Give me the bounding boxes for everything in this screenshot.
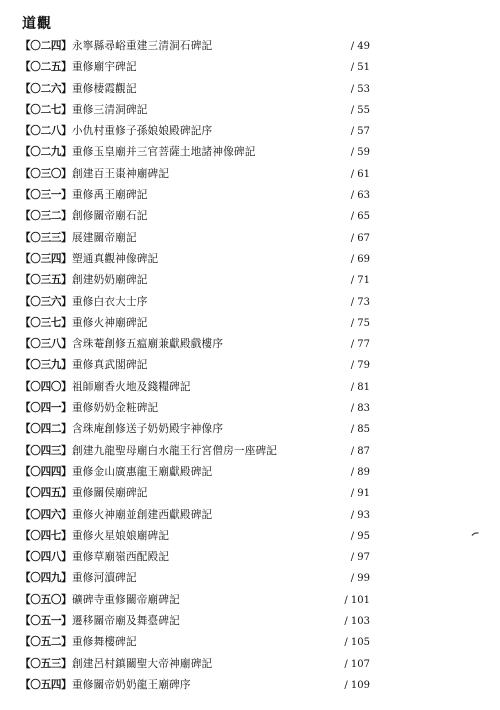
- entry-page-number: / 61: [350, 168, 370, 180]
- entry-title: 重修金山廣惠龍王廟獻殿碑記: [72, 465, 213, 478]
- entry-number: 【〇三七】: [20, 316, 72, 329]
- toc-entry[interactable]: [20, 313, 380, 334]
- entry-title: 重修白衣大士序: [72, 295, 148, 308]
- entry-page-number: / 67: [350, 232, 370, 244]
- toc-entry[interactable]: [20, 142, 380, 163]
- entry-number: 【〇三六】: [20, 295, 72, 308]
- toc-entry[interactable]: [20, 79, 380, 100]
- toc-entry[interactable]: [20, 568, 380, 589]
- entry-number: 【〇三五】: [20, 274, 72, 287]
- toc-entry[interactable]: [20, 675, 380, 696]
- entry-page-number: / 87: [350, 445, 370, 457]
- entry-page-number: / 65: [350, 211, 370, 223]
- toc-entry[interactable]: [20, 547, 380, 568]
- entry-page-number: / 59: [350, 147, 370, 159]
- toc-entry[interactable]: [20, 249, 380, 270]
- entry-title: 重修棲霞觀記: [72, 82, 137, 95]
- toc-entry[interactable]: [20, 164, 380, 185]
- entry-number: 【〇三四】: [20, 252, 72, 265]
- entry-title: 含珠庵創修送子奶奶殿宇神像序: [72, 423, 224, 436]
- entry-page-number: / 93: [350, 509, 370, 521]
- entry-number: 【〇四三】: [20, 444, 72, 457]
- section-title: 道觀: [22, 16, 52, 32]
- stray-mark-icon: [471, 532, 479, 536]
- entry-page-number: / 91: [350, 488, 370, 500]
- entry-page-number: / 71: [350, 275, 370, 287]
- entry-number: 【〇五一】: [20, 615, 72, 628]
- entry-page-number: / 107: [344, 658, 370, 670]
- entry-page-number: / 75: [350, 317, 370, 329]
- toc-entry[interactable]: [20, 57, 380, 78]
- toc-entry[interactable]: [20, 270, 380, 291]
- entry-title: 塑通真觀神像碑記: [72, 252, 159, 265]
- entry-title: 創建奶奶廟碑記: [72, 274, 148, 287]
- entry-number: 【〇三九】: [20, 359, 72, 372]
- entry-number: 【〇三一】: [20, 189, 72, 202]
- entry-page-number: / 73: [350, 296, 370, 308]
- entry-page-number: / 85: [350, 424, 370, 436]
- entry-number: 【〇四二】: [20, 423, 72, 436]
- toc-entry[interactable]: [20, 462, 380, 483]
- entry-number: 【〇三二】: [20, 210, 72, 223]
- entry-number: 【〇四〇】: [20, 380, 72, 393]
- toc-entry[interactable]: [20, 441, 380, 462]
- entry-title: 遷移關帝廟及舞臺碑記: [72, 615, 180, 628]
- toc-entry[interactable]: [20, 292, 380, 313]
- entry-page-number: / 109: [344, 679, 370, 691]
- table-of-contents: [20, 36, 380, 696]
- entry-title: 重修火星娘娘廟碑記: [72, 529, 170, 542]
- entry-title: 重修火神廟碑記: [72, 316, 148, 329]
- toc-entry[interactable]: [20, 334, 380, 355]
- entry-number: 【〇二九】: [20, 146, 72, 159]
- toc-entry[interactable]: [20, 590, 380, 611]
- entry-page-number: / 99: [350, 573, 370, 585]
- entry-title: 重修奶奶金粧碑記: [72, 402, 159, 415]
- entry-number: 【〇五〇】: [20, 593, 72, 606]
- toc-entry[interactable]: [20, 398, 380, 419]
- toc-entry[interactable]: [20, 526, 380, 547]
- toc-entry[interactable]: [20, 654, 380, 675]
- entry-page-number: / 83: [350, 403, 370, 415]
- entry-title: 創建九龍聖母廟白水龍王行宮僧房一座碑記: [72, 444, 278, 457]
- entry-title: 重修草廟嶺西配殿記: [72, 551, 170, 564]
- toc-entry[interactable]: [20, 185, 380, 206]
- entry-page-number: / 53: [350, 83, 370, 95]
- entry-number: 【〇三八】: [20, 338, 72, 351]
- entry-title: 重修火神廟並創建西獻殿碑記: [72, 508, 213, 521]
- entry-title: 小仇村重修子孫娘娘殿碑記序: [72, 125, 213, 138]
- entry-title: 創建百王棗神廟碑記: [72, 167, 170, 180]
- entry-page-number: / 57: [350, 126, 370, 138]
- entry-title: 重修舞樓碑記: [72, 636, 137, 649]
- entry-title: 重修真武閣碑記: [72, 359, 148, 372]
- entry-title: 創建呂村鎮關聖大帝神廟碑記: [72, 657, 213, 670]
- entry-title: 創修關帝廟石記: [72, 210, 148, 223]
- toc-entry[interactable]: [20, 121, 380, 142]
- entry-page-number: / 79: [350, 360, 370, 372]
- toc-entry[interactable]: [20, 505, 380, 526]
- entry-page-number: / 49: [350, 41, 370, 52]
- entry-title: 重修三清洞碑記: [72, 103, 148, 116]
- entry-page-number: / 81: [350, 381, 370, 393]
- toc-entry[interactable]: [20, 100, 380, 121]
- entry-number: 【〇二六】: [20, 82, 72, 95]
- entry-number: 【〇四六】: [20, 508, 72, 521]
- entry-number: 【〇五二】: [20, 636, 72, 649]
- entry-title: 重修關帝奶奶龍王廟碑序: [72, 678, 191, 691]
- entry-number: 【〇四九】: [20, 572, 72, 585]
- entry-number: 【〇四四】: [20, 465, 72, 478]
- entry-number: 【〇四五】: [20, 487, 72, 500]
- entry-page-number: / 97: [350, 552, 370, 564]
- entry-number: 【〇二八】: [20, 125, 72, 138]
- entry-page-number: / 77: [350, 339, 370, 351]
- toc-entry[interactable]: [20, 36, 380, 57]
- toc-entry[interactable]: [20, 419, 380, 440]
- entry-page-number: / 95: [350, 530, 370, 542]
- entry-number: 【〇四一】: [20, 402, 72, 415]
- entry-title: 重修廟宇碑記: [72, 61, 137, 74]
- toc-entry[interactable]: [20, 611, 380, 632]
- entry-title: 重修河瀆碑記: [72, 572, 137, 585]
- toc-entry[interactable]: [20, 377, 380, 398]
- entry-title: 永寧縣尋峪重建三清洞石碑記: [72, 40, 213, 52]
- entry-title: 重修玉皇廟并三官菩薩土地諸神像碑記: [72, 146, 256, 159]
- entry-page-number: / 101: [344, 594, 370, 606]
- toc-entry[interactable]: [20, 483, 380, 504]
- entry-title: 含珠菴創修五瘟廟兼獻殿戲樓序: [72, 338, 224, 351]
- toc-entry[interactable]: [20, 228, 380, 249]
- entry-number: 【〇四八】: [20, 551, 72, 564]
- entry-title: 祖師廟香火地及錢糧碑記: [72, 380, 191, 393]
- entry-number: 【〇二四】: [20, 40, 72, 52]
- entry-page-number: / 69: [350, 253, 370, 265]
- entry-title: 礦碑寺重修關帝廟碑記: [72, 593, 180, 606]
- entry-page-number: / 89: [350, 466, 370, 478]
- entry-number: 【〇三〇】: [20, 167, 72, 180]
- entry-title: 重修關侯廟碑記: [72, 487, 148, 500]
- entry-title: 展建關帝廟記: [72, 231, 137, 244]
- entry-page-number: / 55: [350, 104, 370, 116]
- entry-page-number: / 103: [344, 616, 370, 628]
- entry-page-number: / 105: [344, 637, 370, 649]
- entry-page-number: / 51: [350, 62, 370, 74]
- entry-number: 【〇二七】: [20, 103, 72, 116]
- toc-entry[interactable]: [20, 206, 380, 227]
- entry-page-number: / 63: [350, 190, 370, 202]
- entry-number: 【〇五四】: [20, 678, 72, 691]
- entry-number: 【〇二五】: [20, 61, 72, 74]
- entry-title: 重修禹王廟碑記: [72, 189, 148, 202]
- entry-number: 【〇四七】: [20, 529, 72, 542]
- entry-number: 【〇五三】: [20, 657, 72, 670]
- toc-entry[interactable]: [20, 355, 380, 376]
- toc-entry[interactable]: [20, 632, 380, 653]
- entry-number: 【〇三三】: [20, 231, 72, 244]
